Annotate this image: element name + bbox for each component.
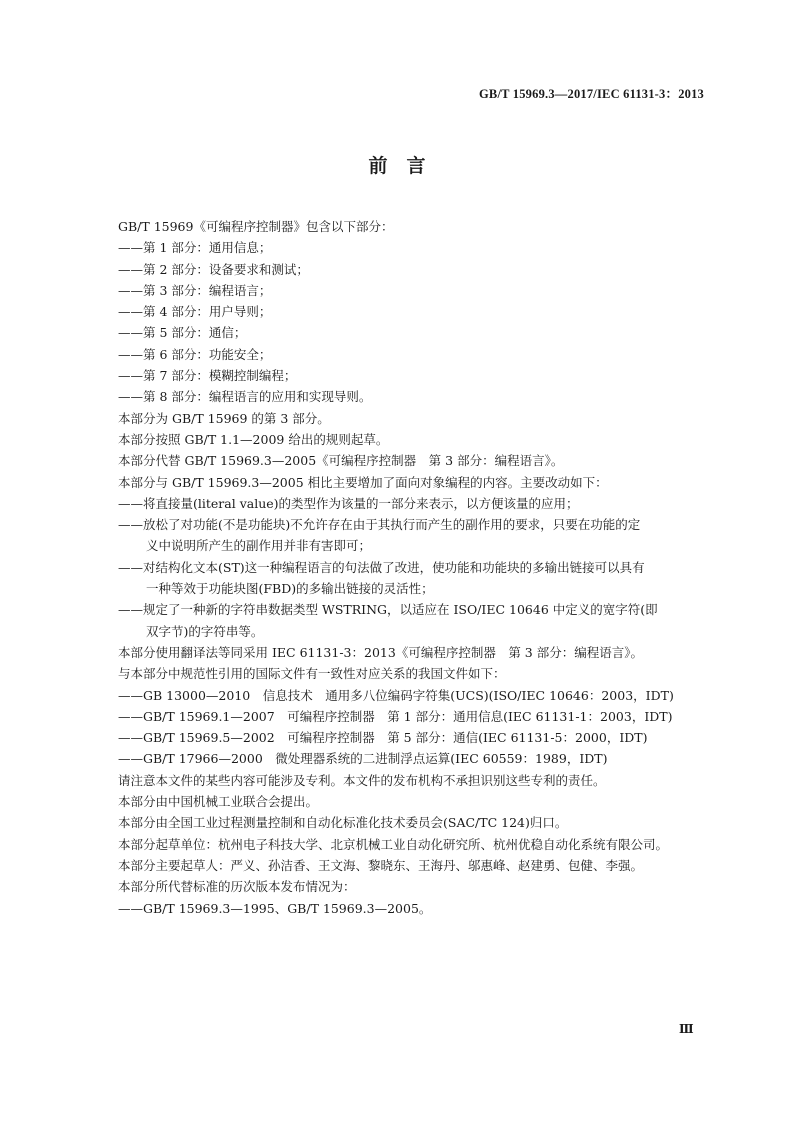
text-line: GB/T 15969《可编程序控制器》包含以下部分： bbox=[118, 219, 394, 234]
standard-number-header: GB/T 15969.3—2017/IEC 61131-3：2013 bbox=[479, 87, 704, 101]
text-line: 本部分由全国工业过程测量控制和自动化标准化技术委员会(SAC/TC 124)归口。 bbox=[118, 815, 568, 831]
text-line: ——第 8 部分：编程语言的应用和实现导则。 bbox=[118, 389, 372, 405]
text-line: ——GB/T 15969.1—2007 可编程序控制器 第 1 部分：通用信息(IEC 61131-1：2003，IDT) bbox=[118, 708, 673, 724]
text-line: ——放松了对功能(不是功能块)不允许存在由于其执行而产生的副作用的要求，只要在功能的定 bbox=[118, 517, 641, 533]
text-line: 一种等效于功能块图(FBD)的多输出链接的灵活性； bbox=[146, 581, 434, 597]
text-line: ——第 1 部分：通用信息； bbox=[118, 240, 272, 256]
text-line: 义中说明所产生的副作用并非有害即可； bbox=[146, 538, 372, 554]
text-line: ——第 2 部分：设备要求和测试； bbox=[118, 261, 309, 277]
document-body bbox=[118, 216, 710, 919]
text-line: 本部分起草单位：杭州电子科技大学、北京机械工业自动化研究所、杭州优稳自动化系统有限公司。 bbox=[118, 836, 669, 852]
text-line: ——GB/T 17966—2000 微处理器系统的二进制浮点运算(IEC 60559：1989，IDT) bbox=[118, 751, 608, 767]
text-line: ——对结构化文本(ST)这一种编程语言的句法做了改进，使功能和功能块的多输出链接可以具有 bbox=[118, 559, 645, 575]
text-line: 与本部分中规范性引用的国际文件有一致性对应关系的我国文件如下： bbox=[118, 666, 506, 682]
text-line: ——第 3 部分：编程语言； bbox=[118, 282, 272, 298]
text-line: 本部分所代替标准的历次版本发布情况为： bbox=[118, 879, 356, 895]
page-title: 前 言 bbox=[368, 155, 426, 177]
text-line: 本部分按照 GB/T 1.1—2009 给出的规则起草。 bbox=[118, 431, 389, 447]
text-line: ——GB/T 15969.3—1995、GB/T 15969.3—2005。 bbox=[118, 900, 432, 916]
text-line: ——第 6 部分：功能安全； bbox=[118, 346, 272, 362]
text-line: ——第 7 部分：模糊控制编程； bbox=[118, 368, 297, 384]
text-line: ——规定了一种新的字符串数据类型 WSTRING，以适应在 ISO/IEC 10646 中定义的宽字符(即 bbox=[118, 602, 658, 618]
page-number: Ⅲ bbox=[679, 1022, 694, 1036]
text-line: 本部分主要起草人：严义、孙洁香、王文海、黎晓东、王海丹、邬惠峰、赵建勇、包健、李强。 bbox=[118, 857, 644, 873]
text-line: ——GB 13000—2010 信息技术 通用多八位编码字符集(UCS)(ISO/IEC 10646：2003，IDT) bbox=[118, 687, 674, 703]
text-line: 本部分由中国机械工业联合会提出。 bbox=[118, 794, 319, 810]
text-line: ——GB/T 15969.5—2002 可编程序控制器 第 5 部分：通信(IEC 61131-5：2000，IDT) bbox=[118, 730, 648, 746]
text-line: ——第 4 部分：用户导则； bbox=[118, 304, 272, 320]
text-line: 本部分使用翻译法等同采用 IEC 61131-3：2013《可编程序控制器 第 3 部分：编程语言》。 bbox=[118, 644, 643, 660]
text-line: 本部分为 GB/T 15969 的第 3 部分。 bbox=[118, 410, 330, 426]
text-line: ——第 5 部分：通信； bbox=[118, 325, 247, 341]
text-line: 本部分与 GB/T 15969.3—2005 相比主要增加了面向对象编程的内容。主要改动如下： bbox=[118, 474, 608, 490]
text-line: 双字节)的字符串等。 bbox=[146, 623, 264, 639]
text-line: 本部分代替 GB/T 15969.3—2005《可编程序控制器 第 3 部分：编程语言》。 bbox=[118, 453, 564, 469]
text-line: ——将直接量(literal value)的类型作为该量的一部分来表示，以方便该量的应用； bbox=[118, 495, 579, 511]
text-line: 请注意本文件的某些内容可能涉及专利。本文件的发布机构不承担识别这些专利的责任。 bbox=[118, 772, 606, 788]
